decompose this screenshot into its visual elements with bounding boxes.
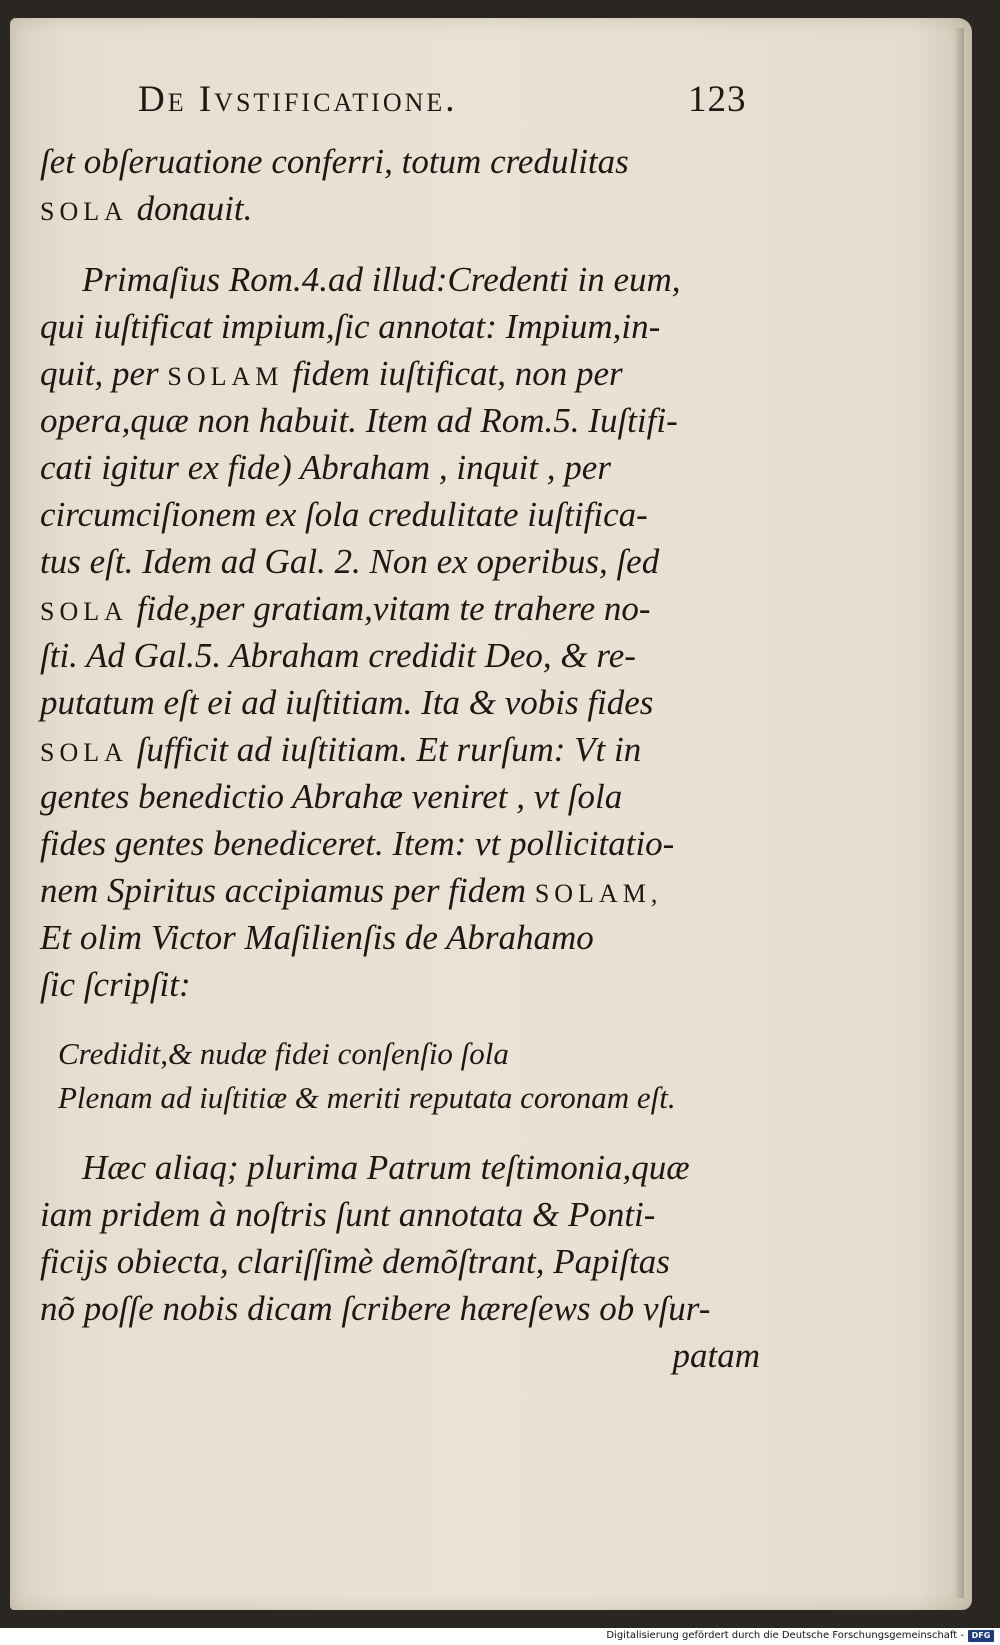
text-line: cati igitur ex fide) Abraham , inquit , per xyxy=(40,448,611,487)
paragraph-gap xyxy=(40,232,760,256)
catchword: patam xyxy=(672,1336,760,1375)
text-line xyxy=(40,585,760,632)
text-line: tus eſt. Idem ad Gal. 2. Non ex operibus, ſed xyxy=(40,542,660,581)
paragraph-gap xyxy=(40,1120,760,1144)
text-fragment: quit, per xyxy=(40,354,159,393)
text-fragment: fidem iuſtificat, non per xyxy=(292,354,623,393)
text-line: fides gentes benediceret. Item: vt pollicitatio- xyxy=(40,824,675,863)
text-line: Primaſius Rom.4.ad illud:Credenti in eum, xyxy=(82,260,681,299)
verse-line: Credidit,& nudæ fidei conſenſio ſola xyxy=(58,1036,509,1071)
text-fragment: ſufficit ad iuſtitiam. Et rurſum: Vt in xyxy=(136,730,642,769)
small-caps-word: SOLA xyxy=(40,197,128,226)
small-caps-word: SOLA xyxy=(40,738,128,767)
text-line: nõ poſſe nobis dicam ſcribere hæreſews ob vſur- xyxy=(40,1289,711,1328)
small-caps-word: SOLAM, xyxy=(534,879,663,908)
text-line xyxy=(40,185,760,232)
text-fragment: nem Spiritus accipiamus per fidem xyxy=(40,871,527,910)
page-text xyxy=(40,78,760,1379)
digitization-credit: Digitalisierung gefördert durch die Deutsche Forschungsgemeinschaft - xyxy=(606,1630,964,1641)
text-line: circumciſionem ex ſola credulitate iuſtifica- xyxy=(40,495,648,534)
text-line: ſet obſeruatione conferri, totum credulitas xyxy=(40,142,629,181)
page-header xyxy=(40,78,760,138)
page-number: 123 xyxy=(688,79,747,120)
text-line: Hæc aliaq; plurima Patrum teſtimonia,quæ xyxy=(82,1148,690,1187)
text-line: Et olim Victor Maſilienſis de Abrahamo xyxy=(40,918,594,957)
small-caps-word: SOLA xyxy=(40,597,128,626)
text-line: iam pridem à noſtris ſunt annotata & Ponti- xyxy=(40,1195,656,1234)
dfg-logo-icon: DFG xyxy=(968,1630,994,1642)
text-line: putatum eſt ei ad iuſtitiam. Ita & vobis fides xyxy=(40,683,654,722)
text-fragment: donauit. xyxy=(136,189,253,228)
text-line: ficijs obiecta, clariſſimè demõſtrant, Papiſtas xyxy=(40,1242,670,1281)
text-line: gentes benedictio Abrahæ veniret , vt ſola xyxy=(40,777,623,816)
text-fragment: fide,per gratiam,vitam te trahere no- xyxy=(136,589,651,628)
text-line xyxy=(40,350,760,397)
text-line: opera,quæ non habuit. Item ad Rom.5. Iuſtifi- xyxy=(40,401,678,440)
text-line: ſic ſcripſit: xyxy=(40,965,191,1004)
page-edge-shadow xyxy=(954,28,964,1598)
text-line: qui iuſtificat impium,ſic annotat: Impium,in- xyxy=(40,307,661,346)
text-line xyxy=(40,726,760,773)
text-line xyxy=(40,867,760,914)
small-caps-word: SOLAM xyxy=(167,362,284,391)
verse-line: Plenam ad iuſtitiæ & meriti reputata coronam eſt. xyxy=(58,1080,676,1115)
paragraph-gap xyxy=(40,1008,760,1032)
running-title: De Ivstificatione. xyxy=(138,79,458,120)
text-line: ſti. Ad Gal.5. Abraham credidit Deo, & re- xyxy=(40,636,636,675)
